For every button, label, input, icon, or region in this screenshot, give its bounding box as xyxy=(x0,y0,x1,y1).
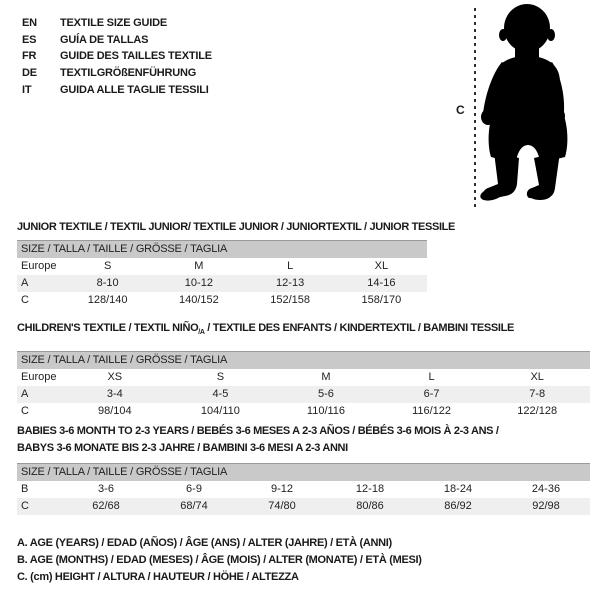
age-cell: 4-5 xyxy=(212,388,229,401)
age-cell: 12-18 xyxy=(355,483,385,495)
language-title-list xyxy=(22,15,212,98)
row-label: B xyxy=(21,483,29,495)
junior-size-table xyxy=(17,240,427,309)
height-cell: 98/104 xyxy=(97,405,132,418)
size-cell: S xyxy=(103,260,112,272)
junior-table-title: JUNIOR TEXTILE / TEXTIL JUNIOR/ TEXTILE JUNIOR / JUNIORTEXTIL / JUNIOR TESSILE xyxy=(17,221,456,233)
size-cell: XS xyxy=(107,371,123,384)
size-header-row xyxy=(17,241,427,258)
row-label: C xyxy=(21,405,29,418)
age-cell: 6-9 xyxy=(186,483,202,495)
age-cell: 6-7 xyxy=(423,388,440,401)
row-label: Europe xyxy=(21,260,57,272)
age-cell: 5-6 xyxy=(318,388,334,401)
table-row-height xyxy=(17,498,590,515)
age-cell: 10-12 xyxy=(184,277,213,289)
age-cell: 9-12 xyxy=(270,483,294,495)
height-cell: 122/128 xyxy=(517,405,558,418)
language-row-fr xyxy=(22,48,212,65)
childrens-table-title xyxy=(17,322,590,339)
babies-textile-section xyxy=(17,423,590,515)
footnote-age-years: A. AGE (YEARS) / EDAD (AÑOS) / ÂGE (ANS) / ALTER (JAHRE) / ETÀ (ANNI) xyxy=(17,537,392,549)
size-cell: XL xyxy=(374,260,389,272)
title-subscript: /A xyxy=(198,329,205,337)
language-code: DE xyxy=(22,67,37,80)
language-guide-title: TEXTILGRÖßENFÜHRUNG xyxy=(60,67,197,80)
size-cell: M xyxy=(321,371,331,384)
age-cell: 14-16 xyxy=(367,277,396,289)
size-header-label: SIZE / TALLA / TAILLE / GRÖSSE / TAGLIA xyxy=(17,464,590,481)
row-label: C xyxy=(21,500,29,512)
row-label: C xyxy=(21,294,29,306)
title-line-1: BABIES 3-6 MONTH TO 2-3 YEARS / BEBÉS 3-6 MESES A 2-3 AÑOS / BÉBÉS 3-6 MOIS À 2-3 ANS / xyxy=(17,425,499,437)
table-row-age xyxy=(17,275,427,292)
age-cell: 24-36 xyxy=(531,483,561,495)
title-part: CHILDREN'S TEXTILE / TEXTIL NIÑO xyxy=(17,322,199,334)
junior-textile-section xyxy=(17,221,456,309)
footnote-height: C. (cm) HEIGHT / ALTURA / HAUTEUR / HÖHE / ALTEZZA xyxy=(17,571,299,583)
size-header-label: SIZE / TALLA / TAILLE / GRÖSSE / TAGLIA xyxy=(17,352,590,369)
size-header-label: SIZE / TALLA / TAILLE / GRÖSSE / TAGLIA xyxy=(17,241,427,258)
baby-height-figure xyxy=(450,0,600,215)
height-cell: 104/110 xyxy=(200,405,240,418)
language-guide-title: GUIDE DES TAILLES TEXTILE xyxy=(60,50,212,63)
height-cell: 92/98 xyxy=(532,500,560,512)
language-row-es xyxy=(22,32,212,49)
age-cell: 3-6 xyxy=(98,483,114,495)
babies-size-table xyxy=(17,463,590,515)
table-row-age xyxy=(17,386,590,403)
table-row-height xyxy=(17,292,427,309)
footnote-age-months: B. AGE (MONTHS) / EDAD (MESES) / ÂGE (MOIS) / ALTER (MONATE) / ETÀ (MESI) xyxy=(17,554,422,566)
table-row-age-months xyxy=(17,481,590,498)
height-marker-label: C xyxy=(456,103,465,117)
babies-table-title xyxy=(17,423,590,457)
language-guide-title: GUIDA ALLE TAGLIE TESSILI xyxy=(60,83,209,96)
age-cell: 12-13 xyxy=(276,277,305,289)
age-cell: 8-10 xyxy=(96,277,119,289)
language-row-it xyxy=(22,81,212,98)
childrens-size-table xyxy=(17,351,590,420)
size-cell: L xyxy=(428,371,435,384)
height-cell: 68/74 xyxy=(180,500,208,512)
language-guide-title: TEXTILE SIZE GUIDE xyxy=(60,17,168,30)
height-cell: 116/122 xyxy=(412,405,452,418)
row-label: A xyxy=(21,277,29,289)
title-part: / TEXTILE DES ENFANTS / KINDERTEXTIL / BAMBINI TESSILE xyxy=(204,322,514,334)
age-cell: 3-4 xyxy=(106,388,123,401)
table-row-europe xyxy=(17,369,590,386)
row-label: A xyxy=(21,388,29,401)
childrens-textile-section xyxy=(17,322,590,420)
table-row-height xyxy=(17,403,590,420)
size-cell: XL xyxy=(530,371,544,384)
height-cell: 74/80 xyxy=(268,500,296,512)
language-code: ES xyxy=(22,33,37,46)
language-guide-title: GUÍA DE TALLAS xyxy=(60,33,149,46)
table-row-europe xyxy=(17,258,427,275)
height-cell: 158/170 xyxy=(361,294,402,306)
language-code: FR xyxy=(22,50,37,63)
size-cell: S xyxy=(216,371,225,384)
age-cell: 7-8 xyxy=(529,388,546,401)
size-header-row xyxy=(17,352,590,369)
size-header-row xyxy=(17,464,590,481)
baby-silhouette-icon xyxy=(472,2,582,208)
language-row-en xyxy=(22,15,212,32)
language-row-de xyxy=(22,65,212,82)
height-cell: 128/140 xyxy=(87,294,128,306)
language-code: IT xyxy=(22,83,32,96)
height-cell: 62/68 xyxy=(92,500,120,512)
height-cell: 140/152 xyxy=(178,294,219,306)
height-cell: 80/86 xyxy=(356,500,384,512)
size-cell: M xyxy=(194,260,204,272)
age-cell: 18-24 xyxy=(443,483,473,495)
language-code: EN xyxy=(22,17,37,30)
size-cell: L xyxy=(287,260,294,272)
height-cell: 110/116 xyxy=(306,405,346,418)
height-cell: 152/158 xyxy=(270,294,310,306)
row-label: Europe xyxy=(21,371,57,384)
height-cell: 86/92 xyxy=(444,500,472,512)
title-line-2: BABYS 3-6 MONATE BIS 2-3 JAHRE / BAMBINI 3-6 MESI A 2-3 ANNI xyxy=(17,442,348,454)
legend-footnotes xyxy=(17,535,422,586)
